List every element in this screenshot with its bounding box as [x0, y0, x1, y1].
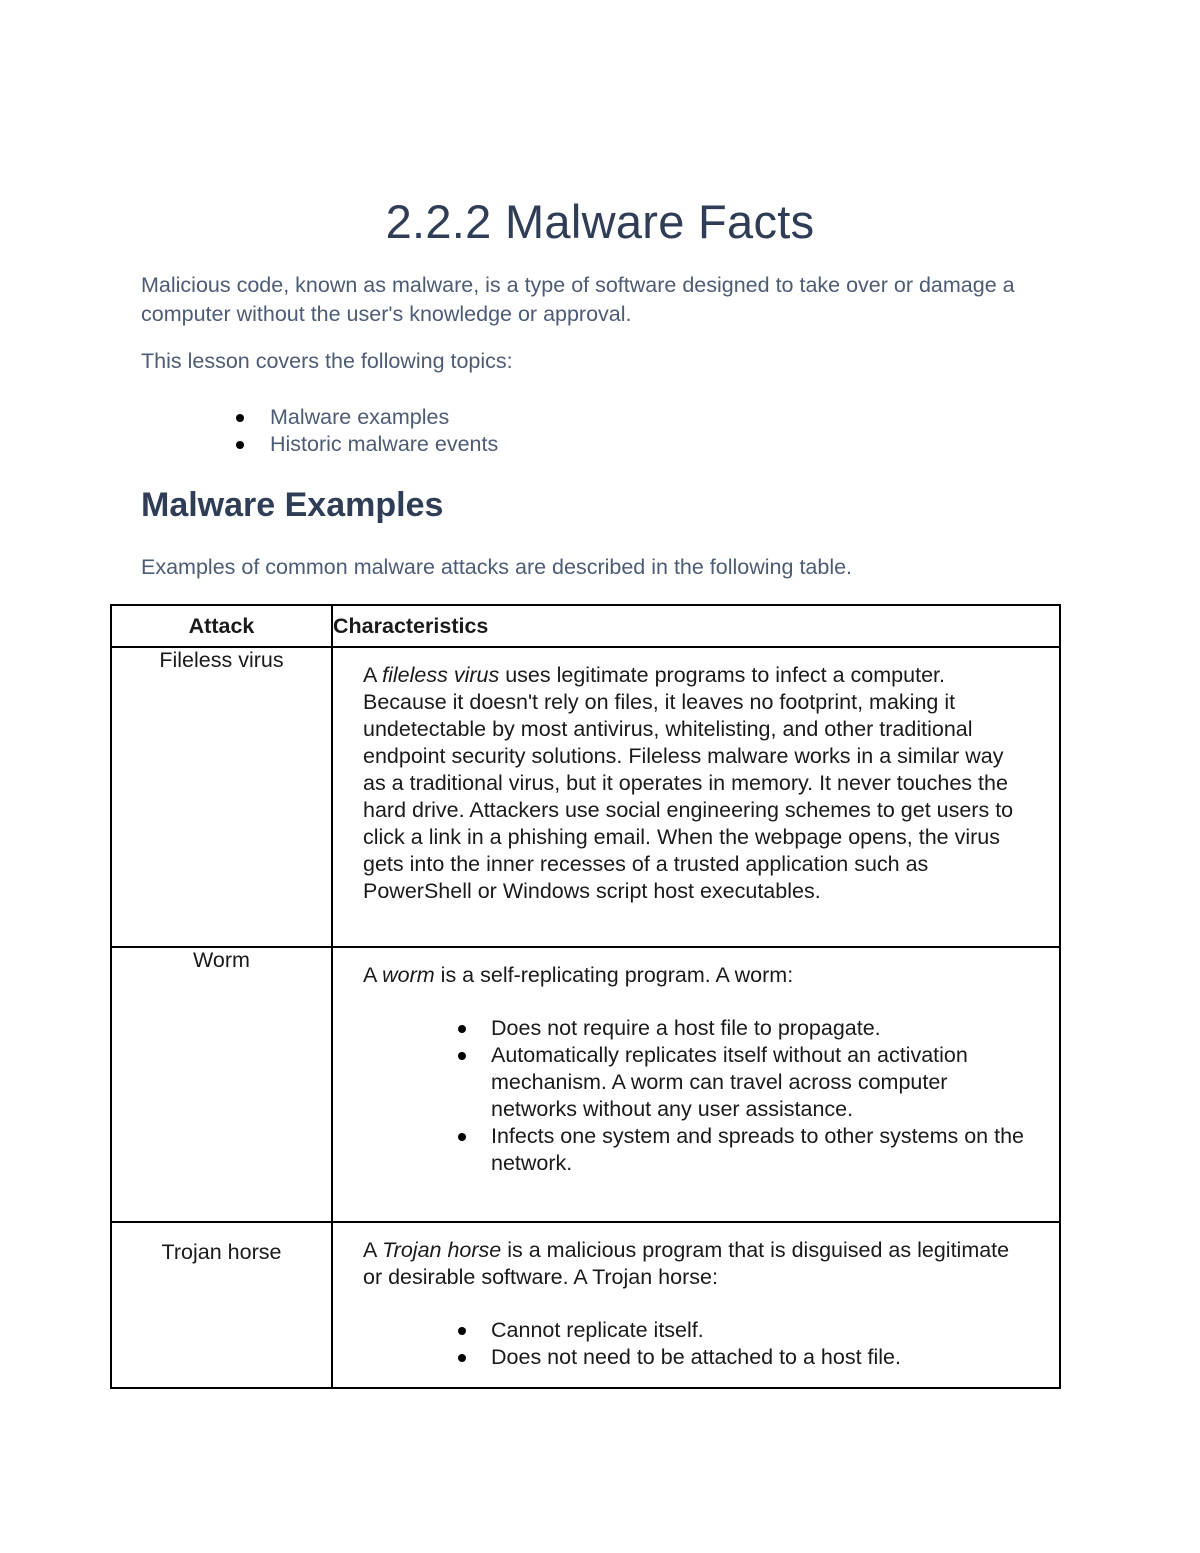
- topics-intro: This lesson covers the following topics:: [141, 349, 513, 373]
- attack-cell: Fileless virus: [111, 647, 332, 947]
- attack-cell: Worm: [111, 947, 332, 1222]
- malware-table: [110, 604, 1061, 1389]
- desc-prefix: A: [363, 963, 383, 987]
- term: worm: [382, 963, 435, 987]
- desc-body: is a malicious program that is disguised as legitimate or desirable software. A Trojan horse:: [363, 1238, 1010, 1289]
- list-item: Cannot replicate itself.: [363, 1317, 1029, 1344]
- table-row: [111, 947, 1060, 1222]
- header-attack: Attack: [111, 605, 332, 647]
- bullet-list: [363, 1015, 1029, 1177]
- term: Trojan horse: [382, 1238, 502, 1262]
- attack-cell: Trojan horse: [111, 1222, 332, 1388]
- table-header-row: [111, 605, 1060, 647]
- term: fileless virus: [382, 663, 500, 687]
- description: [363, 1237, 1029, 1291]
- page-title: 2.2.2 Malware Facts: [385, 195, 815, 248]
- list-item: Does not require a host file to propagate.: [363, 1015, 1029, 1042]
- list-item: Does not need to be attached to a host file.: [363, 1344, 1029, 1371]
- table-row: [111, 647, 1060, 947]
- characteristics-cell: [332, 1222, 1060, 1388]
- desc-prefix: A: [363, 663, 383, 687]
- table-intro: Examples of common malware attacks are described in the following table.: [141, 555, 853, 579]
- header-characteristics: Characteristics: [332, 605, 1060, 647]
- bullet-list: [363, 1317, 1029, 1371]
- list-item: Malware examples: [141, 404, 498, 431]
- desc-prefix: A: [363, 1238, 383, 1262]
- characteristics-cell: [332, 647, 1060, 947]
- description: [363, 962, 1029, 989]
- topics-list: [141, 404, 498, 458]
- section-heading: Malware Examples: [141, 486, 444, 524]
- characteristics-cell: [332, 947, 1060, 1222]
- description: [363, 662, 1029, 905]
- desc-body: uses legitimate programs to infect a computer. Because it doesn't rely on files, it leaves no footprint, making it undetectable by most antivirus, whitelisting, and other traditional endpoint security solutions. Fileless malware works in a similar way as a traditional virus, but it operates in memory. It never touches the hard drive. Attackers use social engineering schemes to get users to click a link in a phishing email. When the webpage opens, the virus gets into the inner recesses of a trusted application such as PowerShell or Windows script host executables.: [363, 663, 1014, 903]
- list-item: Historic malware events: [141, 431, 498, 458]
- intro-paragraph: Malicious code, known as malware, is a type of software designed to take over or damage a computer without the user's knowledge or approval.: [141, 273, 1015, 326]
- list-item: Infects one system and spreads to other systems on the network.: [363, 1123, 1029, 1177]
- table-row: [111, 1222, 1060, 1388]
- desc-body: is a self-replicating program. A worm:: [434, 963, 794, 987]
- list-item: Automatically replicates itself without an activation mechanism. A worm can travel across computer networks without any user assistance.: [363, 1042, 1029, 1123]
